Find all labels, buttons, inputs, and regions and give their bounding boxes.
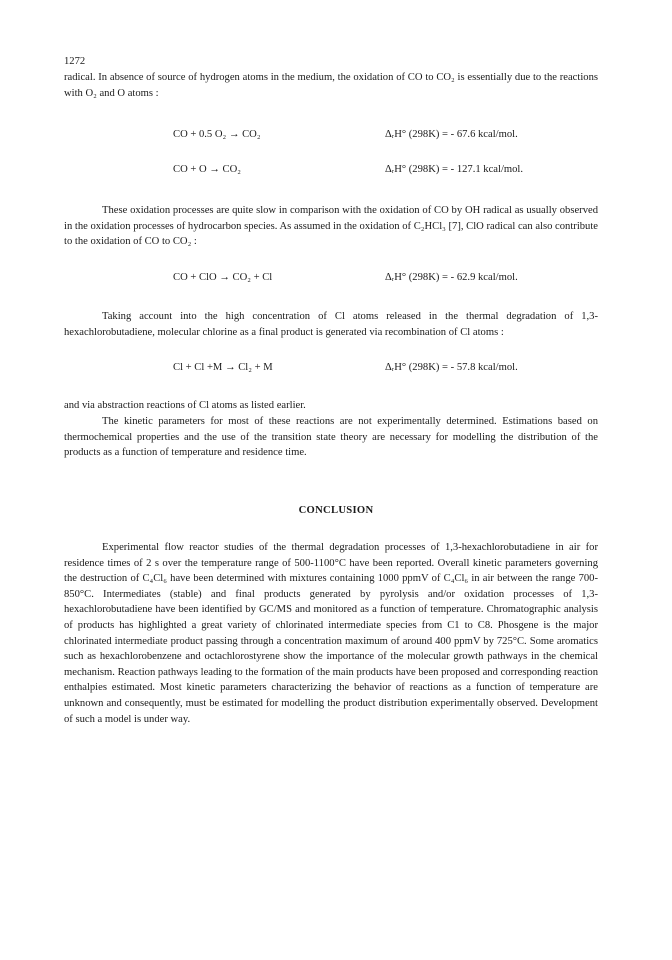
paragraph-abstraction: and via abstraction reactions of Cl atoms as listed earlier.: [64, 400, 306, 411]
equation-1-reaction: CO + 0.5 O₂ → CO₂: [173, 129, 261, 140]
page-number: 1272: [64, 56, 86, 67]
equation-1-enthalpy: ΔᵣH° (298K) = - 67.6 kcal/mol.: [385, 129, 518, 140]
equation-3-reaction: CO + ClO → CO₂ + Cl: [173, 272, 273, 283]
paragraph-kinetics: The kinetic parameters for most of these reactions are not experimentally determined. Estimations based on thermochemical properties and the use of the transition state theory are necessary for modelling the distribution of the products as a function of temperature and residence time.: [64, 416, 598, 459]
equation-4-enthalpy: ΔᵣH° (298K) = - 57.8 kcal/mol.: [385, 362, 518, 373]
equation-2-enthalpy: ΔᵣH° (298K) = - 127.1 kcal/mol.: [385, 164, 524, 175]
paragraph-chlorine: Taking account into the high concentration of Cl atoms released in the thermal degradation of 1,3-hexachlorobutadiene, molecular chlorine as a final product is generated via recombination of Cl atoms :: [64, 311, 598, 338]
paragraph-oxidation: These oxidation processes are quite slow in comparison with the oxidation of CO by OH radical as usually observed in the oxidation processes of hydrocarbon species. As assumed in the oxidation of C₂HCl₃ [7], ClO radical can also contribute to the oxidation of CO to CO₂ :: [64, 205, 598, 248]
paragraph-intro: radical. In absence of source of hydrogen atoms in the medium, the oxidation of CO to CO₂ is essentially due to the reactions with O₂ and O atoms :: [64, 72, 598, 99]
paragraph-conclusion: Experimental flow reactor studies of the thermal degradation processes of 1,3-hexachlorobutadiene in air for residence times of 2 s over the temperature range of 500-1100°C have been reported. Overall kinetic parameters governing the destruction of C₄Cl₆ have been determined with mixtures containing 1000 ppmV of C₄Cl₆ in air between the range 700-850°C. Intermediates (stable) and final products generated by pyrolysis and/or oxidation processes of 1,3-hexachlorobutadiene have been identified by GC/MS and monitored as a function of temperature. Chromatographic analysis of products has highlighted a great variety of chlorinated intermediate species from C1 to C8. Phosgene is the major chlorinated intermediate product passing through a concentration maximum of around 400 ppmV by 725°C. Some aromatics such as hexachlorobenzene and octachlorostyrene show the importance of the molecular growth pathways in the chemical mechanism. Reaction pathways leading to the formation of the main products have been proposed and corresponding reaction enthalpies estimated. Most kinetic parameters characterizing the behavior of reactions as a function of temperature are unknown and consequently, must be estimated for modelling the product distribution experimentally observed. Development of such a model is under way.: [64, 542, 598, 725]
equation-3-enthalpy: ΔᵣH° (298K) = - 62.9 kcal/mol.: [385, 272, 518, 283]
section-heading-conclusion: CONCLUSION: [298, 505, 374, 516]
equation-2-reaction: CO + O → CO₂: [173, 164, 241, 175]
equation-4-reaction: Cl + Cl +M → Cl₂ + M: [173, 362, 273, 373]
